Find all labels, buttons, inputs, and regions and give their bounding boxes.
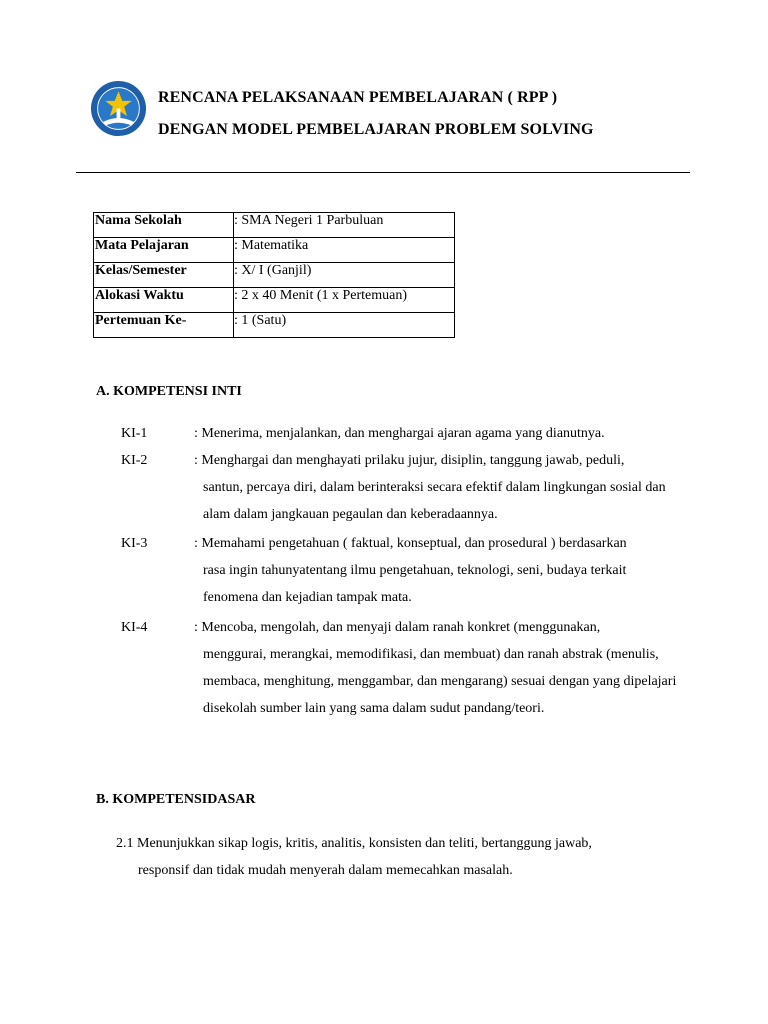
header-divider xyxy=(76,172,690,173)
ki-label: KI-4 xyxy=(121,620,148,635)
ki-text xyxy=(194,614,684,722)
table-value: : Matematika xyxy=(234,238,455,263)
ki-label: KI-2 xyxy=(121,453,148,468)
ki-text xyxy=(194,420,684,447)
identity-table xyxy=(93,212,455,338)
section-a-heading: A. KOMPETENSI INTI xyxy=(96,384,242,399)
ki-text-first: : Menerima, menjalankan, dan menghargai ajaran agama yang dianutnya. xyxy=(194,426,605,441)
document-title: RENCANA PELAKSANAAN PEMBELAJARAN ( RPP ) xyxy=(158,89,558,106)
table-key: Pertemuan Ke- xyxy=(94,313,234,338)
table-value: : X/ I (Ganjil) xyxy=(234,263,455,288)
table-value: : 2 x 40 Menit (1 x Pertemuan) xyxy=(234,288,455,313)
ki-text xyxy=(194,530,684,611)
kd-item-first: 2.1 Menunjukkan sikap logis, kritis, analitis, konsisten dan teliti, bertanggung jawab, xyxy=(116,836,592,851)
table-key: Mata Pelajaran xyxy=(94,238,234,263)
table-key: Nama Sekolah xyxy=(94,213,234,238)
ki-text-rest: rasa ingin tahunyatentang ilmu pengetahuan, teknologi, seni, budaya terkait fenomena dan kejadian tampak mata. xyxy=(203,563,627,605)
ki-text-rest: santun, percaya diri, dalam berinteraksi secara efektif dalam lingkungan sosial dan alam dalam jangkauan pegaulan dan keberadaannya. xyxy=(203,480,666,522)
table-row xyxy=(94,288,455,313)
kd-item xyxy=(116,830,675,884)
table-row xyxy=(94,313,455,338)
kd-item-rest: responsif dan tidak mudah menyerah dalam memecahkan masalah. xyxy=(138,863,513,878)
table-row xyxy=(94,213,455,238)
ki-text-first: : Mencoba, mengolah, dan menyaji dalam ranah konkret (menggunakan, xyxy=(194,620,601,635)
ki-label: KI-1 xyxy=(121,426,148,441)
ki-text-first: : Menghargai dan menghayati prilaku jujur, disiplin, tanggung jawab, peduli, xyxy=(194,453,625,468)
ki-text-first: : Memahami pengetahuan ( faktual, konseptual, dan prosedural ) berdasarkan xyxy=(194,536,627,551)
tut-wuri-handayani-logo xyxy=(90,80,147,137)
table-key: Alokasi Waktu xyxy=(94,288,234,313)
ki-text-rest: menggurai, merangkai, memodifikasi, dan membuat) dan ranah abstrak (menulis, membaca, menghitung, menggambar, dan mengarang) sesuai dengan yang dipelajari disekolah sumber lain yang sama dalam sudut pandang/teori. xyxy=(203,647,677,716)
ki-text xyxy=(194,447,684,528)
table-key: Kelas/Semester xyxy=(94,263,234,288)
table-value: : SMA Negeri 1 Parbuluan xyxy=(234,213,455,238)
table-row xyxy=(94,238,455,263)
document-subtitle: DENGAN MODEL PEMBELAJARAN PROBLEM SOLVING xyxy=(158,121,594,138)
section-b-heading: B. KOMPETENSIDASAR xyxy=(96,792,256,807)
table-row xyxy=(94,263,455,288)
table-value: : 1 (Satu) xyxy=(234,313,455,338)
ki-label: KI-3 xyxy=(121,536,148,551)
